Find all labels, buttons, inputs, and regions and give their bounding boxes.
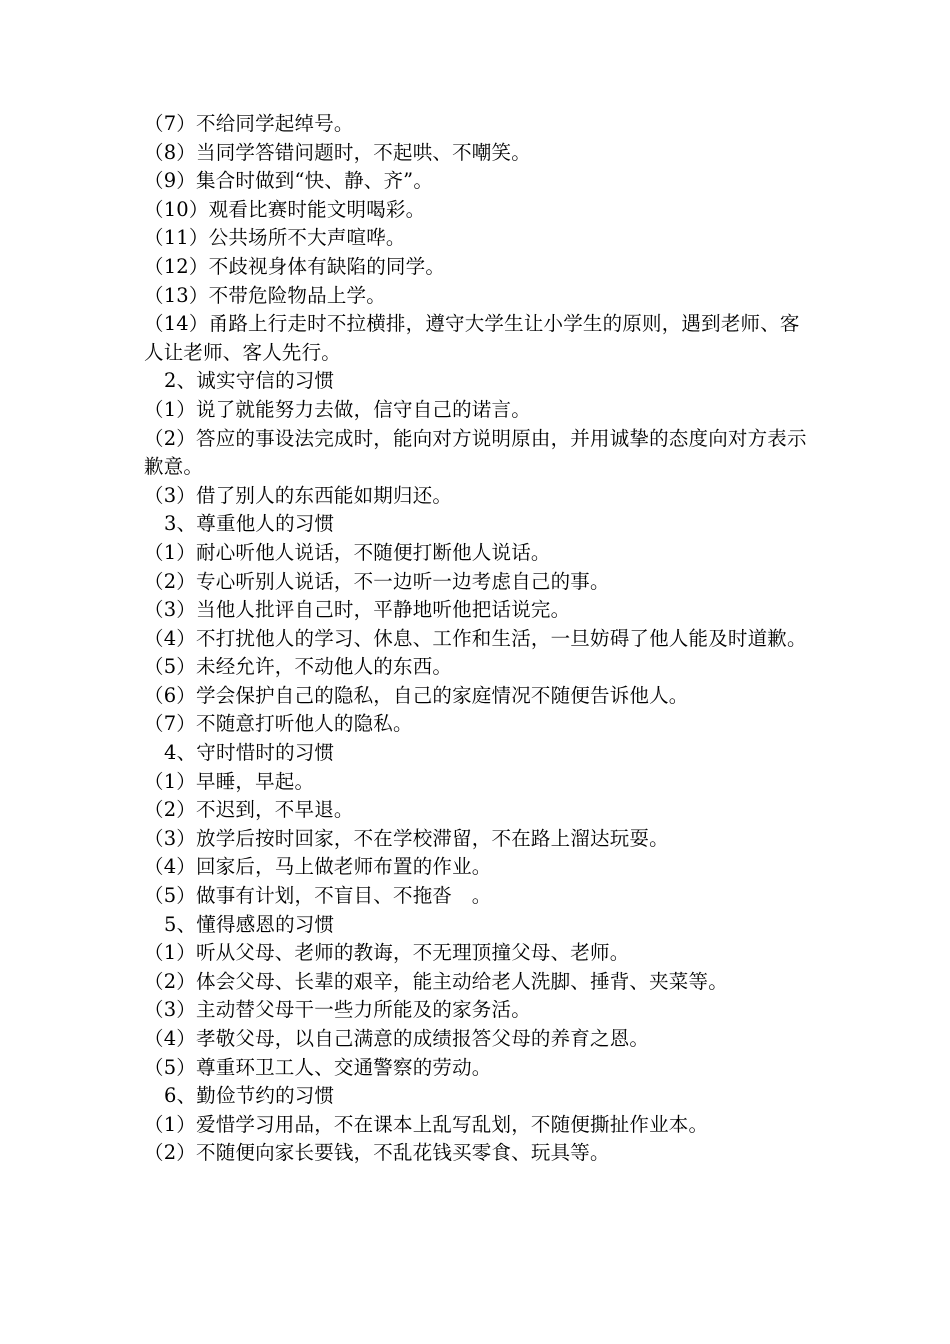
list-item: （7）不给同学起绰号。: [144, 112, 354, 135]
list-item: （3）主动替父母干一些力所能及的家务活。: [144, 998, 531, 1022]
list-item: （2）专心听别人说话，不一边听一边考虑自己的事。: [144, 569, 610, 593]
list-item: （11）公共场所不大声喧哗。: [144, 226, 406, 250]
section-heading: 3、尊重他人的习惯: [164, 512, 335, 536]
list-item: （1）爱惜学习用品，不在课本上乱写乱划，不随便撕扯作业本。: [144, 1112, 709, 1136]
list-item: （1）早睡，早起。: [144, 769, 315, 793]
list-item: （1）说了就能努力去做，信守自己的诺言。: [144, 397, 531, 421]
list-item: （5）尊重环卫工人、交通警察的劳动。: [144, 1055, 492, 1079]
list-item: （2）不随便向家长要钱，不乱花钱买零食、玩具等。: [144, 1141, 610, 1165]
list-item: （4）孝敬父母，以自己满意的成绩报答父母的养育之恩。: [144, 1027, 650, 1050]
list-item: （4）不打扰他人的学习、休息、工作和生活，一旦妨碍了他人能及时道歉。: [144, 626, 807, 650]
list-item: （2）体会父母、长辈的艰辛，能主动给老人洗脚、捶背、夹菜等。: [144, 969, 728, 993]
section-heading: 2、诚实守信的习惯: [164, 369, 335, 393]
list-item: （7）不随意打听他人的隐私。: [144, 712, 413, 736]
list-item: （6）学会保护自己的隐私，自己的家庭情况不随便告诉他人。: [144, 683, 689, 707]
list-item: （9）集合时做到“快、静、齐”。: [144, 169, 434, 193]
list-item: （2）不迟到，不早退。: [144, 798, 354, 822]
list-item: （5）做事有计划，不盲目、不拖沓 。: [144, 884, 492, 908]
list-item: （5）未经允许，不动他人的东西。: [144, 655, 453, 679]
list-item: （12）不歧视身体有缺陷的同学。: [144, 254, 446, 278]
list-item: （1）听从父母、老师的教诲，不无理顶撞父母、老师。: [144, 941, 630, 965]
list-item: （4）回家后，马上做老师布置的作业。: [144, 855, 492, 879]
section-heading: 4、守时惜时的习惯: [164, 741, 335, 765]
list-item: （3）借了别人的东西能如期归还。: [144, 483, 453, 507]
list-item: （8）当同学答错问题时，不起哄、不嘲笑。: [144, 140, 531, 164]
document-body: [144, 110, 814, 1168]
list-item: （14）甬路上行走时不拉横排，遵守大学生让小学生的原则，遇到老师、客人让老师、客人先行。: [144, 312, 800, 364]
list-item: （1）耐心听他人说话，不随便打断他人说话。: [144, 540, 551, 564]
list-item: （13）不带危险物品上学。: [144, 283, 386, 307]
list-item: （3）当他人批评自己时，平静地听他把话说完。: [144, 598, 571, 622]
section-heading: 6、勤俭节约的习惯: [164, 1084, 335, 1108]
list-item: （2）答应的事设法完成时，能向对方说明原由，并用诚挚的态度向对方表示歉意。: [144, 426, 807, 479]
list-item: （10）观看比赛时能文明喝彩。: [144, 197, 426, 221]
section-heading: 5、懂得感恩的习惯: [164, 912, 335, 936]
list-item: （3）放学后按时回家，不在学校滞留，不在路上溜达玩耍。: [144, 826, 669, 850]
